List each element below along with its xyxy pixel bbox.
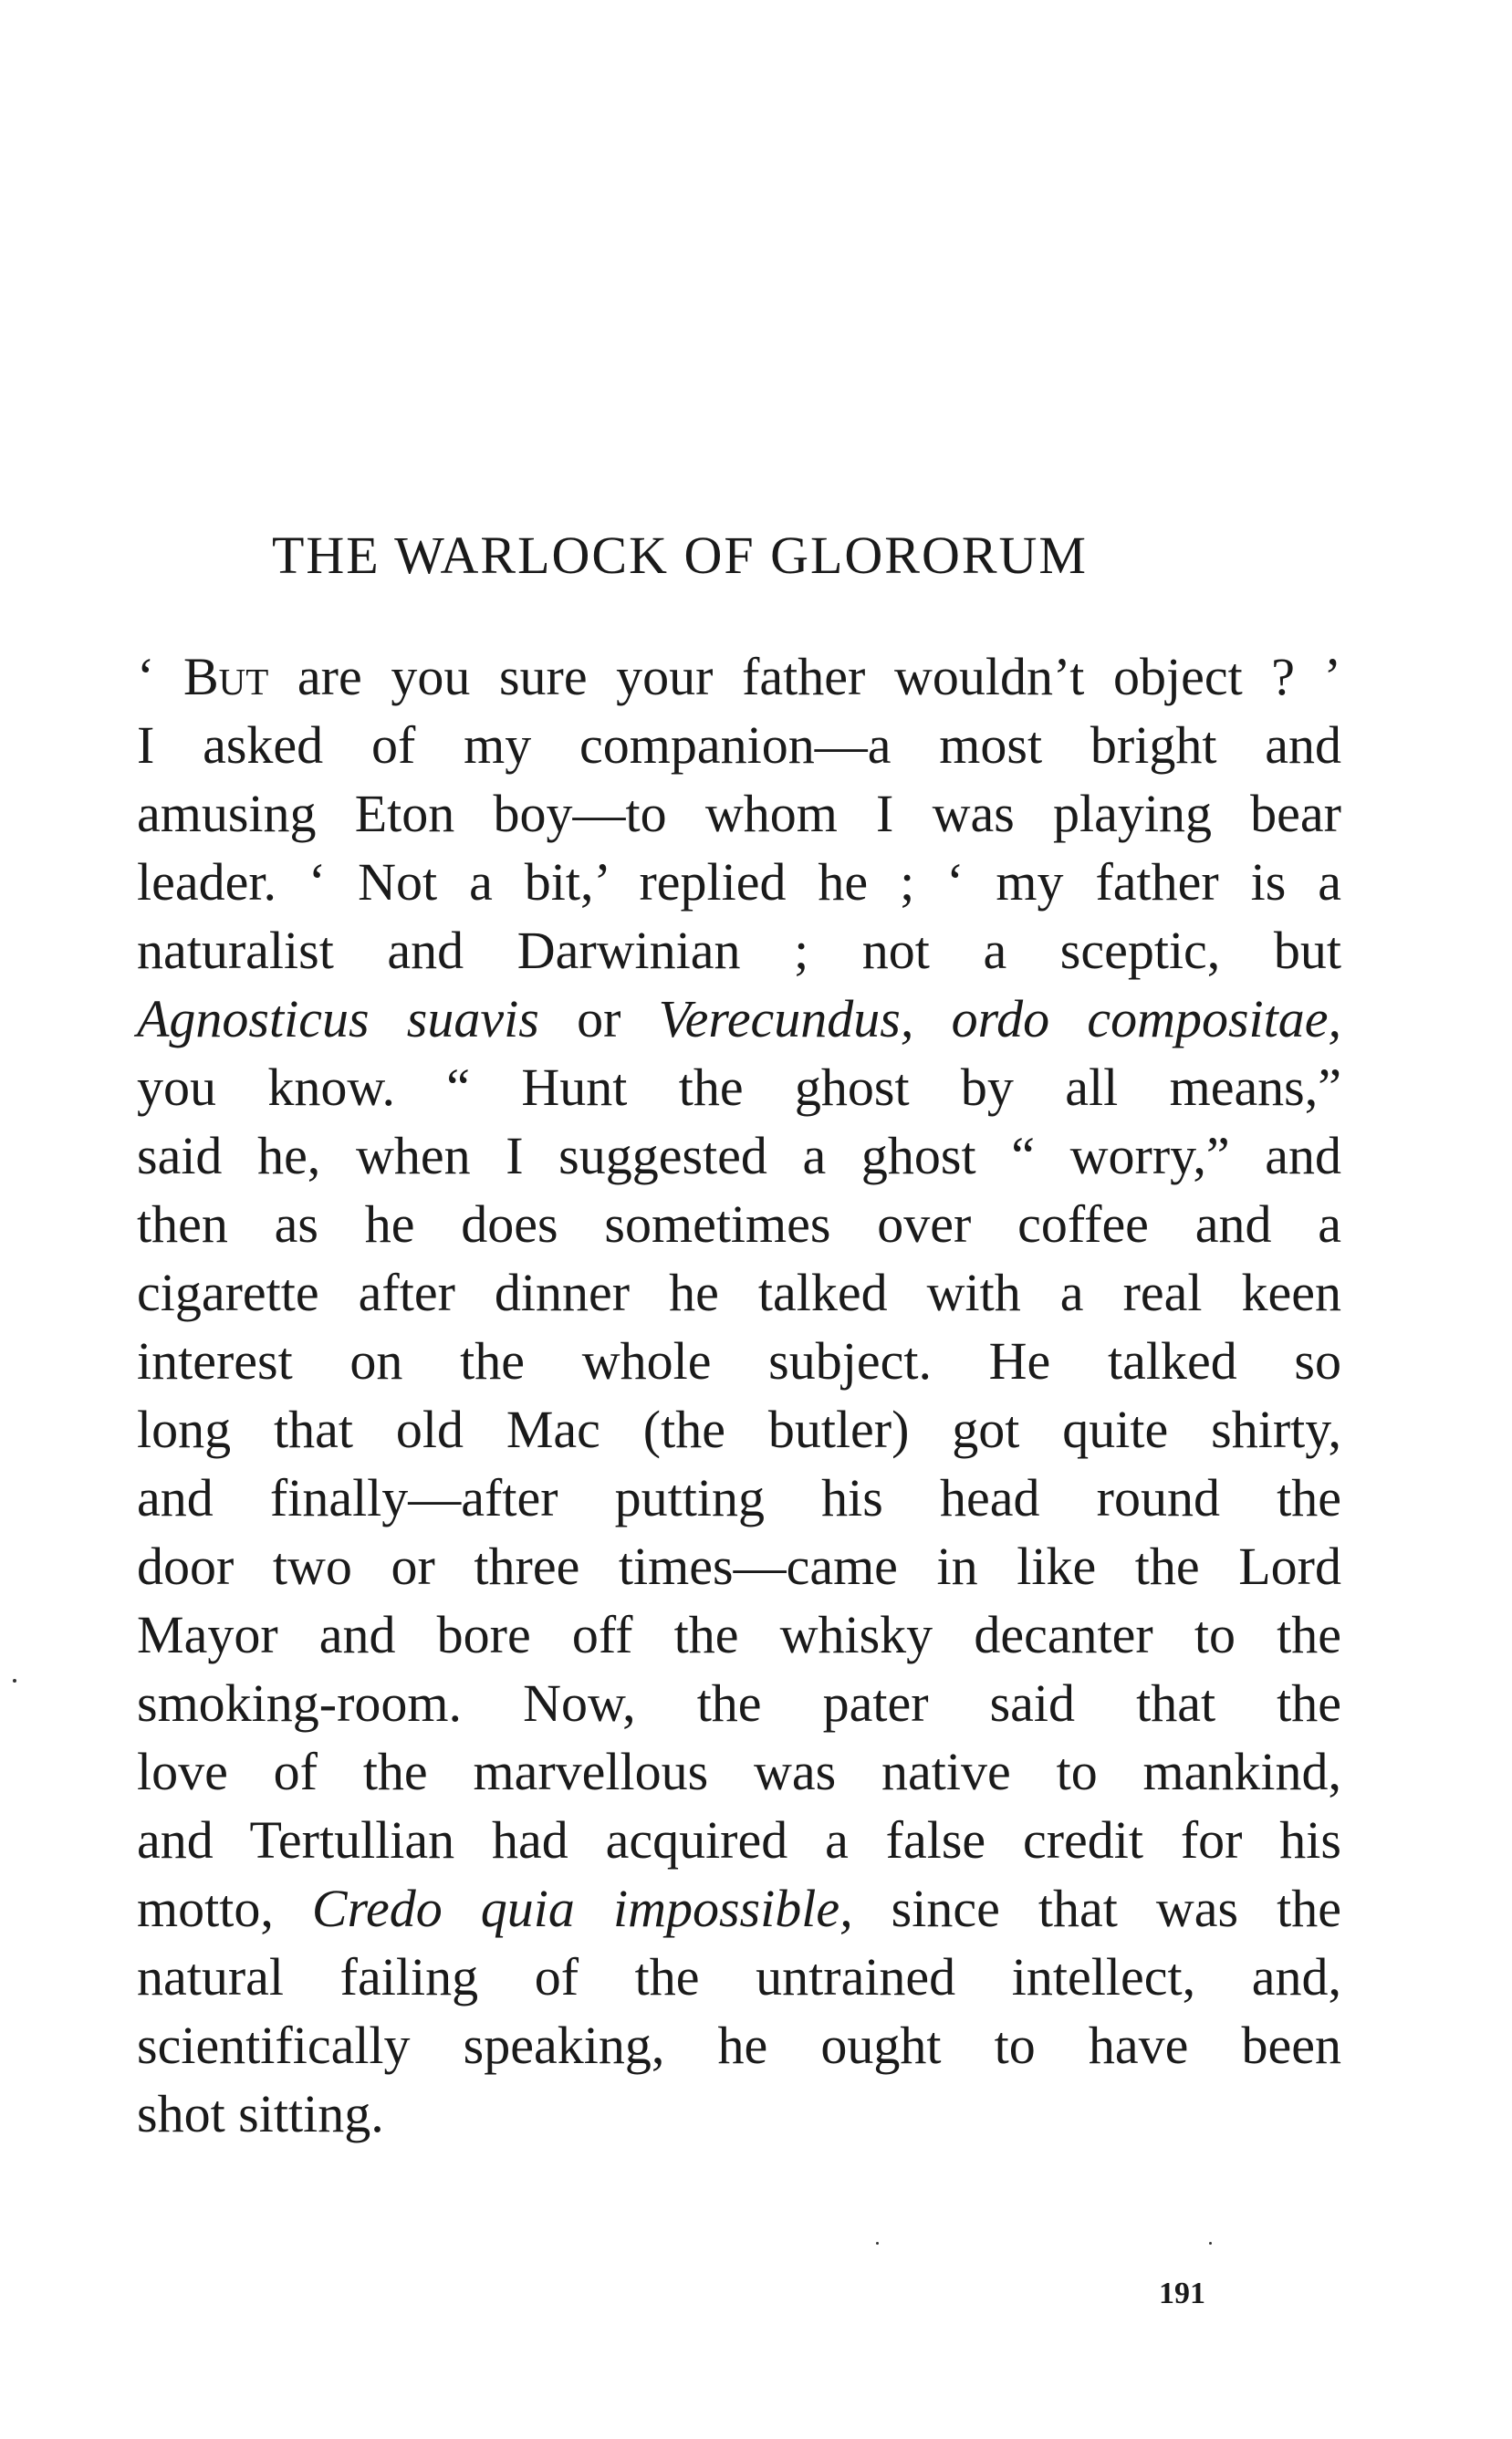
print-speck — [13, 1679, 16, 1683]
text-line — [137, 711, 1341, 779]
text-run: you know. “ Hunt the ghost by all means,” — [137, 1058, 1341, 1117]
print-speck — [1209, 2242, 1212, 2245]
text-line — [137, 1669, 1341, 1737]
body-paragraph — [137, 642, 1341, 2148]
text-run-italic: Credo quia impossible, — [311, 1879, 853, 1938]
text-run-smallcaps: But — [182, 647, 269, 706]
text-run: ‘ — [137, 647, 183, 706]
text-run: said he, when I suggested a ghost “ worry,” and — [137, 1126, 1341, 1185]
text-line — [137, 642, 1341, 711]
text-line — [137, 1121, 1341, 1190]
text-line — [137, 1053, 1341, 1121]
text-line — [137, 1395, 1341, 1464]
text-run: motto, — [137, 1879, 312, 1938]
text-line — [137, 1190, 1341, 1258]
text-run: smoking-room. Now, the pater said that the — [137, 1673, 1341, 1733]
text-line — [137, 1737, 1341, 1806]
text-line — [137, 1806, 1341, 1874]
text-run: and Tertullian had acquired a false credit for his — [137, 1810, 1341, 1870]
text-run: scientifically speaking, he ought to have been — [137, 2016, 1341, 2075]
text-run: I asked of my companion—a most bright and — [137, 715, 1341, 775]
text-line — [137, 1874, 1341, 1943]
text-line — [137, 1464, 1341, 1532]
text-run: Mayor and bore off the whisky decanter to the — [137, 1605, 1341, 1664]
text-run: or — [538, 989, 659, 1048]
text-run-italic: Verecundus, — [658, 989, 914, 1048]
print-speck — [876, 2242, 879, 2245]
text-line — [137, 985, 1341, 1053]
text-line — [137, 1327, 1341, 1395]
text-run: then as he does sometimes over coffee and a — [137, 1194, 1341, 1254]
text-run: naturalist and Darwinian ; not a sceptic, but — [137, 921, 1341, 980]
text-line — [137, 1532, 1341, 1600]
text-run: natural failing of the untrained intellect, and, — [137, 1947, 1341, 2006]
text-run: cigarette after dinner he talked with a real keen — [137, 1263, 1341, 1322]
text-line — [137, 1943, 1341, 2011]
text-run — [913, 989, 951, 1048]
text-run-italic: ordo compositae, — [951, 989, 1342, 1048]
text-line — [137, 779, 1341, 848]
text-run: and finally—after putting his head round the — [137, 1468, 1341, 1527]
text-line — [137, 1600, 1341, 1669]
text-run: door two or three times—came in like the Lord — [137, 1537, 1341, 1596]
running-title: THE WARLOCK OF GLORORUM — [271, 526, 1089, 585]
text-run: amusing Eton boy—to whom I was playing bear — [137, 784, 1341, 843]
text-run: since that was the — [852, 1879, 1342, 1938]
text-run: are you sure your father wouldn’t object ? ’ — [268, 647, 1341, 706]
text-run-italic: Agnosticus suavis — [137, 989, 539, 1048]
text-line — [137, 848, 1341, 916]
text-run: leader. ‘ Not a bit,’ replied he ; ‘ my father is a — [137, 852, 1341, 912]
text-line — [137, 2079, 1341, 2148]
text-run: shot sitting. — [137, 2084, 384, 2143]
text-run: interest on the whole subject. He talked so — [137, 1331, 1341, 1391]
text-line — [137, 1258, 1341, 1327]
page-number: 191 — [1159, 2277, 1205, 2310]
text-line — [137, 2011, 1341, 2079]
text-line — [137, 916, 1341, 985]
text-run: long that old Mac (the butler) got quite shirty, — [137, 1400, 1341, 1459]
text-run: love of the marvellous was native to mankind, — [137, 1742, 1341, 1801]
